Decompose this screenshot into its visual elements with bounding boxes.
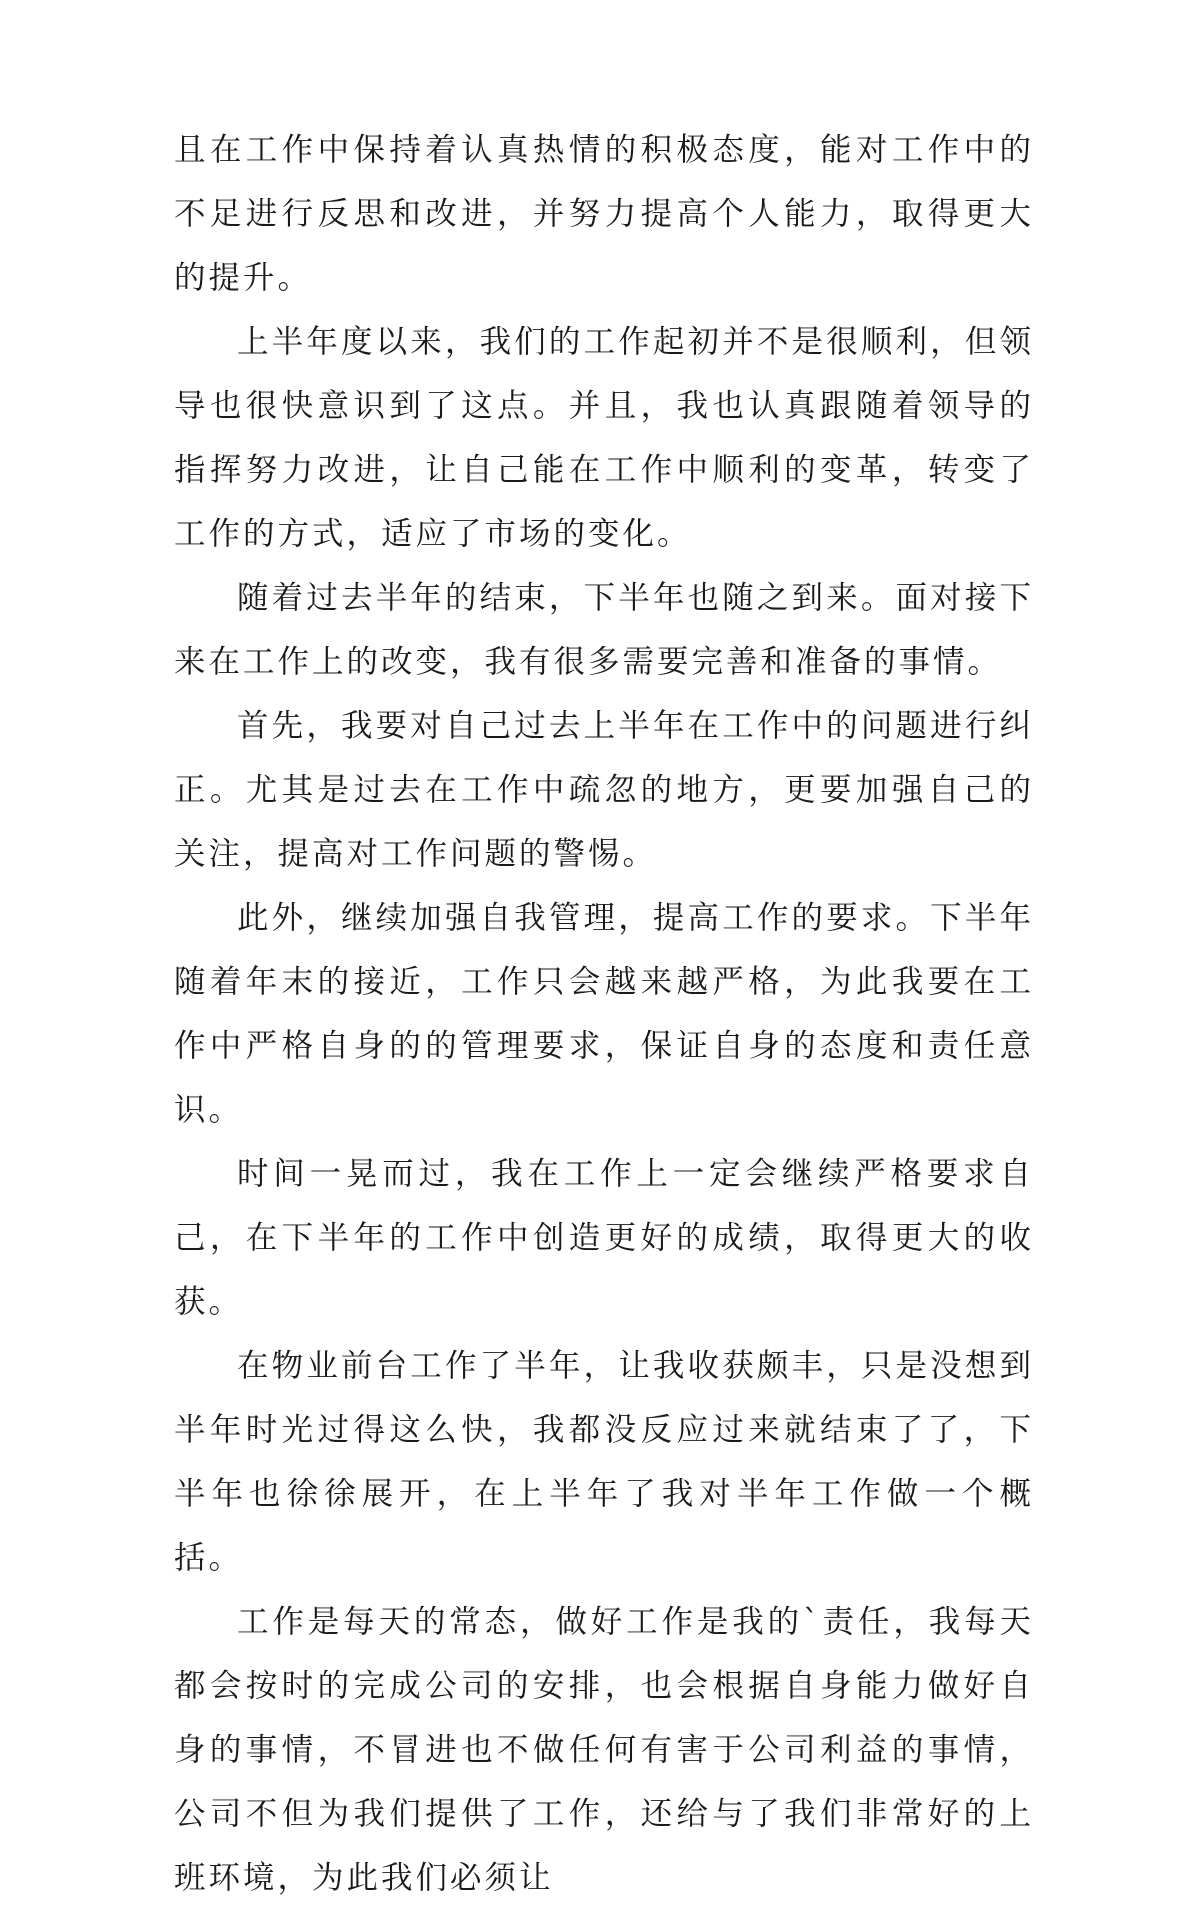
paragraph-6: 时间一晃而过，我在工作上一定会继续严格要求自己，在下半年的工作中创造更好的成绩，取得更大的收获。 xyxy=(174,1156,1034,1320)
paragraph-2: 上半年度以来，我们的工作起初并不是很顺利，但领导也很快意识到了这点。并且，我也认真跟随着领导的指挥努力改进，让自己能在工作中顺利的变革，转变了工作的方式，适应了市场的变化。 xyxy=(174,324,1034,552)
paragraph-3: 随着过去半年的结束，下半年也随之到来。面对接下来在工作上的改变，我有很多需要完善和准备的事情。 xyxy=(174,580,1034,680)
paragraph-7: 在物业前台工作了半年，让我收获颇丰，只是没想到半年时光过得这么快，我都没反应过来就结束了了，下半年也徐徐展开，在上半年了我对半年工作做一个概括。 xyxy=(174,1348,1034,1576)
paragraph-1: 且在工作中保持着认真热情的积极态度，能对工作中的不足进行反思和改进，并努力提高个人能力，取得更大的提升。 xyxy=(174,132,1034,296)
paragraph-4: 首先，我要对自己过去上半年在工作中的问题进行纠正。尤其是过去在工作中疏忽的地方，更要加强自己的关注，提高对工作问题的警惕。 xyxy=(174,708,1034,872)
paragraph-5: 此外，继续加强自我管理，提高工作的要求。下半年随着年末的接近，工作只会越来越严格，为此我要在工作中严格自身的的管理要求，保证自身的态度和责任意识。 xyxy=(174,900,1034,1128)
document-body xyxy=(174,118,1034,1910)
paragraph-8: 工作是每天的常态，做好工作是我的`责任，我每天都会按时的完成公司的安排，也会根据自身能力做好自身的事情，不冒进也不做任何有害于公司利益的事情，公司不但为我们提供了工作，还给与了我们非常好的上班环境，为此我们必须让 xyxy=(174,1604,1034,1896)
